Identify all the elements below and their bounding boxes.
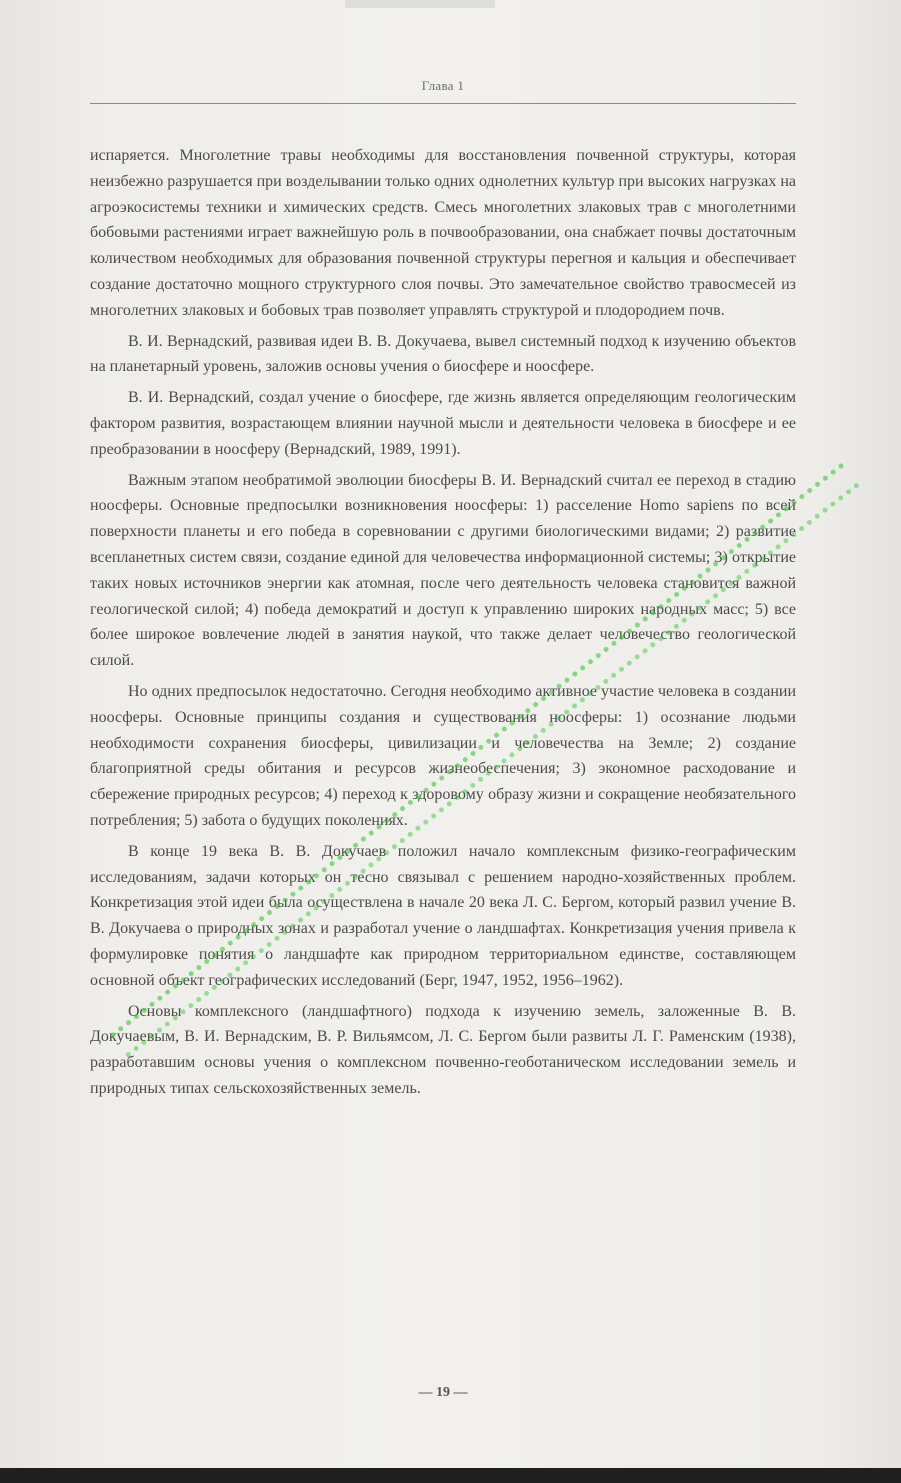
running-header: Глава 1 xyxy=(421,78,465,93)
paragraph: В. И. Вернадский, развивая идеи В. В. Докучаева, вывел системный подход к изучению объектов на планетарный уровень, заложив основы учения о биосфере и ноосфере. xyxy=(90,332,796,376)
page-number: — 19 — xyxy=(418,1385,468,1400)
paragraph: В. И. Вернадский, создал учение о биосфере, где жизнь является определяющим геологическим фактором развития, возрастающем влиянии научной мысли и деятельности человека в биосфере и ее преобразовании в ноосферу (Вернадский, 1989, 1991). xyxy=(90,389,796,458)
paragraph: Основы комплексного (ландшафтного) подхода к изучению земель, заложенные В. В. Докучаевым, В. И. Вернадским, В. Р. Вильямсом, Л. С. Бергом были развиты Л. Г. Раменским (1938), разработавшим основы учения о комплексном почвенно-геоботаническом исследовании земель и природных типах сельскохозяйственных земель. xyxy=(90,1002,796,1097)
paragraph: В конце 19 века В. В. Докучаев положил начало комплексным физико-географическим исследованиям, задачи которых он тесно связывал с решением народно-хозяйственных проблем. Конкретизация этой идеи была осуществлена в начале 20 века Л. С. Бергом, который развил учение В. В. Докучаева о природных зонах и разработал учение о ландшафтах. Конкретизация учения привела к формулировке понятия о ландшафте как природном территориальном единстве, составляющем основной объект географических исследований (Берг, 1947, 1952, 1956–1962). xyxy=(90,842,796,989)
paragraph: Но одних предпосылок недостаточно. Сегодня необходимо активное участие человека в создании ноосферы. Основные принципы создания и существования ноосферы: 1) осознание людьми необходимости сохранения биосферы, цивилизации и человечества на Земле; 2) создание благоприятной среды обитания и ресурсов жизнеобеспечения; 3) экономное расходование и сбережение природных ресурсов; 4) переход к здоровому образу жизни и сокращение необязательного потребления; 5) забота о будущих поколениях. xyxy=(90,682,796,829)
paragraph: испаряется. Многолетние травы необходимы для восстановления почвенной структуры, которая неизбежно разрушается при возделывании только одних однолетних культур при высоких нагрузках на агроэкосистемы техники и химических средств. Смесь многолетних злаковых трав с многолетними бобовыми растениями играет важнейшую роль в почвообразовании, она снабжает почвы достаточным количеством необходимых для образования почвенной структуры перегноя и кальция и обеспечивает создание достаточно мощного структурного слоя почвы. Это замечательное свойство травосмесей из многолетних злаковых и бобовых трав позволяет управлять структурой и плодородием почв. xyxy=(90,147,796,319)
header-rule xyxy=(90,103,796,104)
body-text xyxy=(90,143,796,1107)
paragraph: Важным этапом необратимой эволюции биосферы В. И. Вернадский считал ее переход в стадию ноосферы. Основные предпосылки возникновения ноосферы: 1) расселение Homo sapiens по всей поверхности планеты и его победа в соревновании с другими биологическими видами; 2) развитие всепланетных систем связи, создание единой для человечества информационной системы; 3) открытие таких новых источников энергии как атомная, после чего деятельность человека становится важной геологической силой; 4) победа демократий и доступ к управлению широких народных масс; 5) все более широкое вовлечение людей в занятия наукой, что также делает человечество геологической силой. xyxy=(90,471,796,670)
scan-artifact xyxy=(345,0,495,8)
scan-bottom-edge xyxy=(0,1468,901,1483)
